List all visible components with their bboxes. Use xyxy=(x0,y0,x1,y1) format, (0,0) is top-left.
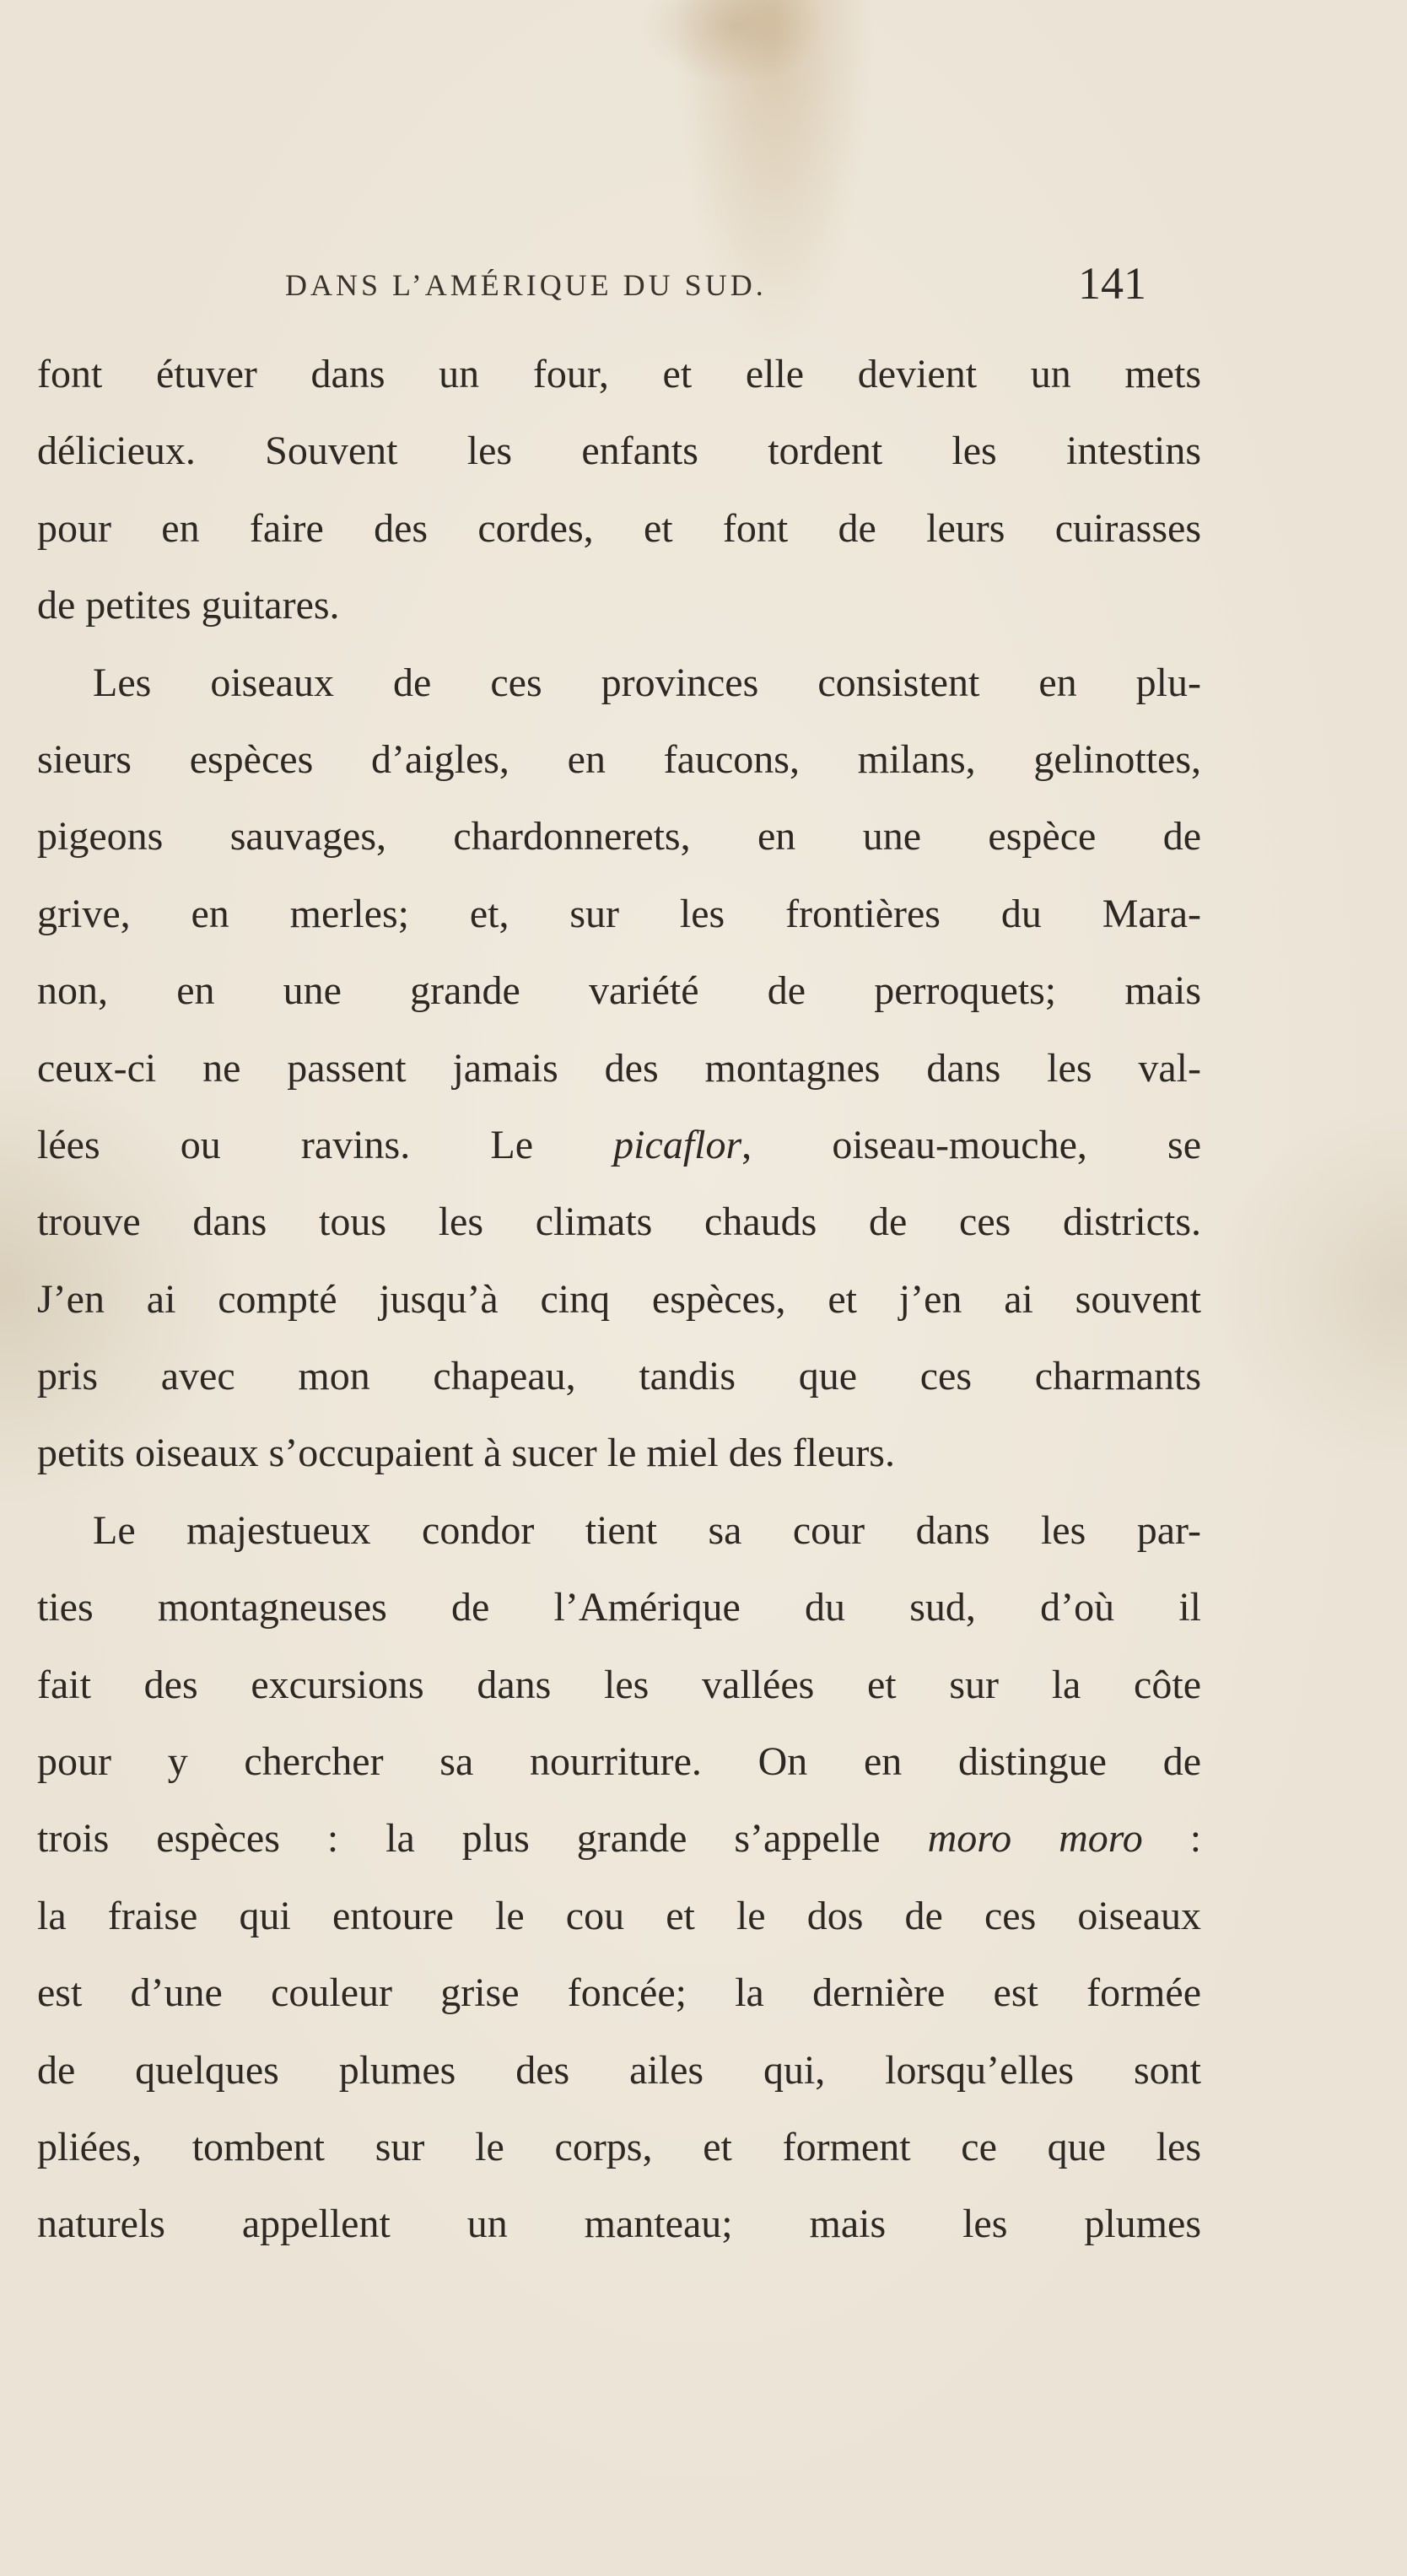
text-line: pour en faire des cordes, et font de leurs cuirasses xyxy=(37,505,1201,551)
text-line: pour y chercher sa nourriture. On en distingue de xyxy=(37,1739,1201,1785)
text-line: ties montagneuses de l’Amérique du sud, d’où il xyxy=(37,1585,1201,1630)
text-line: pliées, tombent sur le corps, et forment ce que les xyxy=(37,2124,1201,2169)
text-segment: , oiseau-mouche, se xyxy=(741,1122,1202,1167)
text-line: pigeons sauvages, chardonnerets, en une espèce de xyxy=(37,814,1201,860)
text-segment: Le xyxy=(490,1122,534,1167)
text-line: petits oiseaux s’occupaient à sucer le miel des fleurs. xyxy=(37,1431,895,1476)
text-line xyxy=(37,1107,1201,1183)
text-line: ceux-ci ne passent jamais des montagnes dans les val- xyxy=(37,1045,1201,1091)
text-segment: trois espèces : la plus grande s’appelle xyxy=(37,1816,881,1862)
text-segment: : xyxy=(1189,1816,1202,1862)
italic-term: picaflor xyxy=(613,1122,742,1167)
text-line: la fraise qui entoure le cou et le dos de ces oiseaux xyxy=(37,1893,1201,1938)
text-line: est d’une couleur grise foncée; la dernière est formée xyxy=(37,1970,1201,2016)
paper-stain xyxy=(641,0,827,84)
body-text xyxy=(37,336,1201,2263)
text-line: fait des excursions dans les vallées et sur la côte xyxy=(37,1662,1201,1707)
text-line: de quelques plumes des ailes qui, lorsqu’elles sont xyxy=(37,2047,1201,2093)
text-line: délicieux. Souvent les enfants tordent les intestins xyxy=(37,428,1201,474)
page-number: 141 xyxy=(1078,258,1146,309)
text-line: naturels appellent un manteau; mais les plumes xyxy=(37,2201,1201,2247)
text-line: grive, en merles; et, sur les frontières du Mara- xyxy=(37,891,1201,936)
text-line: sieurs espèces d’aigles, en faucons, milans, gelinottes, xyxy=(37,736,1201,782)
running-title: DANS L’AMÉRIQUE DU SUD. xyxy=(285,268,767,302)
text-line: trouve dans tous les climats chauds de ces districts. xyxy=(37,1199,1201,1245)
text-line: Les oiseaux de ces provinces consistent en plu- xyxy=(93,660,1201,705)
text-line: J’en ai compté jusqu’à cinq espèces, et j’en ai souvent xyxy=(37,1276,1201,1322)
text-line: de petites guitares. xyxy=(37,583,340,628)
text-segment: lées ou ravins. xyxy=(37,1122,411,1167)
text-line: font étuver dans un four, et elle devient un mets xyxy=(37,352,1201,396)
text-line: Le majestueux condor tient sa cour dans les par- xyxy=(93,1507,1201,1553)
page-header xyxy=(0,257,1407,308)
italic-term: moro moro xyxy=(927,1816,1143,1862)
text-line: non, en une grande variété de perroquets; mais xyxy=(37,968,1201,1014)
text-line: pris avec mon chapeau, tandis que ces charmants xyxy=(37,1354,1201,1399)
text-line xyxy=(37,1800,1201,1877)
